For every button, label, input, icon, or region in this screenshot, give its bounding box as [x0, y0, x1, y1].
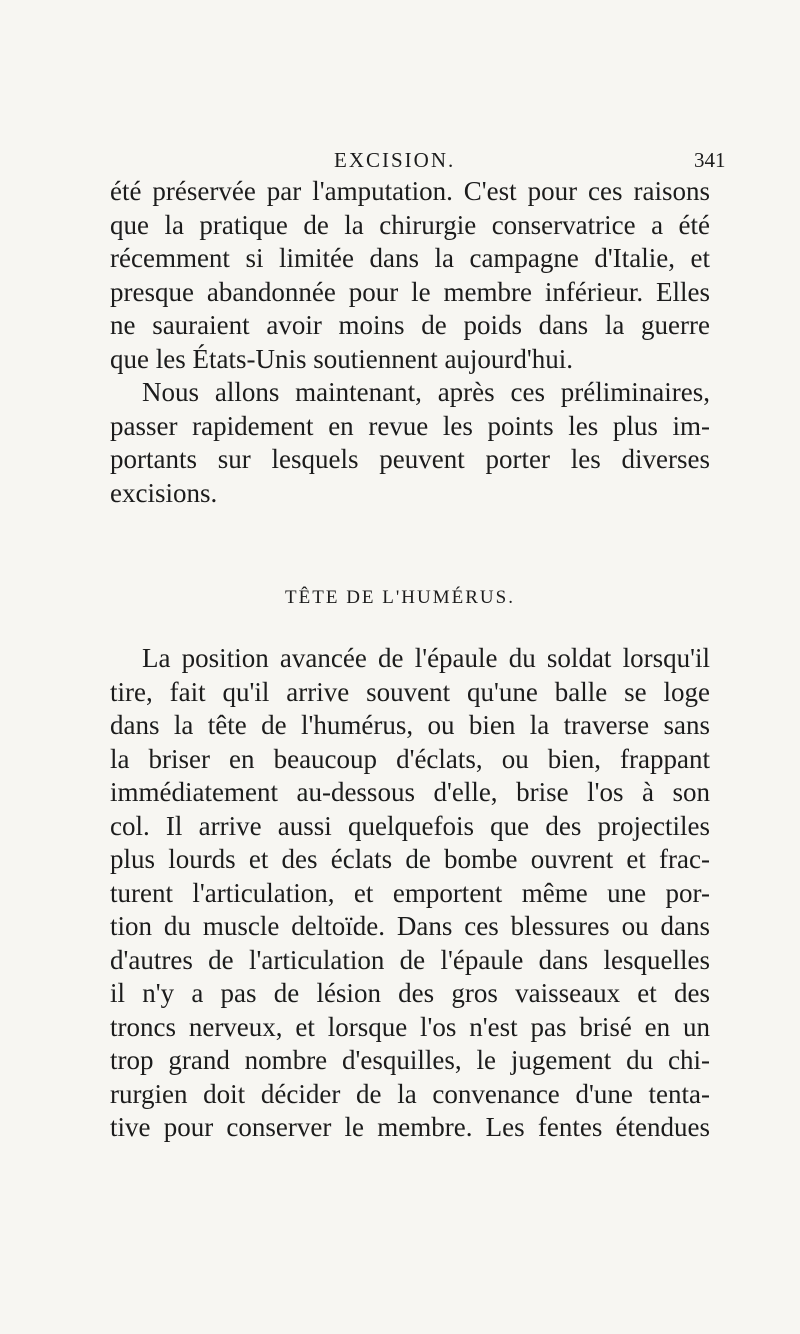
text-line: troncs nerveux, et lorsque l'os n'est pas brisé en un — [110, 1011, 710, 1042]
text-line: Nous allons maintenant, après ces préliminaires, — [142, 377, 710, 407]
text-line: été préservée par l'amputation. C'est pour ces raisons — [110, 176, 710, 206]
text-line: col. Il arrive aussi quelquefois que des projectiles — [110, 810, 710, 841]
text-line: presque abandonnée pour le membre inférieur. Elles — [110, 276, 710, 307]
text-line: ne sauraient avoir moins de poids dans la guerre — [110, 310, 710, 340]
paragraph-continued — [110, 175, 710, 376]
text-line: plus lourds et des éclats de bombe ouvrent et frac- — [110, 844, 710, 874]
text-line: tive pour conserver le membre. Les fentes étendues — [110, 1112, 710, 1142]
text-line: rurgien doit décider de la convenance d'une tenta- — [110, 1078, 710, 1109]
text-line: tire, fait qu'il arrive souvent qu'une balle se loge — [110, 676, 710, 707]
text-line: dans la tête de l'humérus, ou bien la traverse sans — [110, 710, 710, 740]
text-line: récemment si limitée dans la campagne d'Italie, et — [110, 243, 710, 273]
text-line: portants sur lesquels peuvent porter les diverses — [110, 444, 710, 474]
page-header — [0, 148, 800, 174]
paragraph-humerus — [110, 642, 710, 1145]
paragraph-transition — [110, 376, 710, 510]
text-line: d'autres de l'articulation de l'épaule dans lesquelles — [110, 944, 710, 975]
text-line: passer rapidement en revue les points les plus im- — [110, 410, 710, 441]
text-line: trop grand nombre d'esquilles, le jugement du chi- — [110, 1045, 710, 1075]
text-line: il n'y a pas de lésion des gros vaisseaux et des — [110, 978, 710, 1008]
text-line: La position avancée de l'épaule du soldat lorsqu'il — [142, 643, 710, 673]
page-number: 341 — [694, 148, 726, 172]
text-line: turent l'articulation, et emportent même une por- — [110, 877, 710, 908]
text-line: que les États-Unis soutiennent aujourd'hui. — [110, 343, 574, 374]
text-line: immédiatement au-dessous d'elle, brise l'os à son — [110, 777, 710, 807]
text-line: la briser en beaucoup d'éclats, ou bien, frappant — [110, 743, 710, 774]
text-line: que la pratique de la chirurgie conservatrice a été — [110, 209, 710, 240]
running-title: EXCISION. — [334, 148, 456, 172]
section-heading: TÊTE DE L'HUMÉRUS. — [285, 587, 515, 608]
text-line: tion du muscle deltoïde. Dans ces blessures ou dans — [110, 911, 710, 941]
text-line: excisions. — [110, 477, 218, 508]
